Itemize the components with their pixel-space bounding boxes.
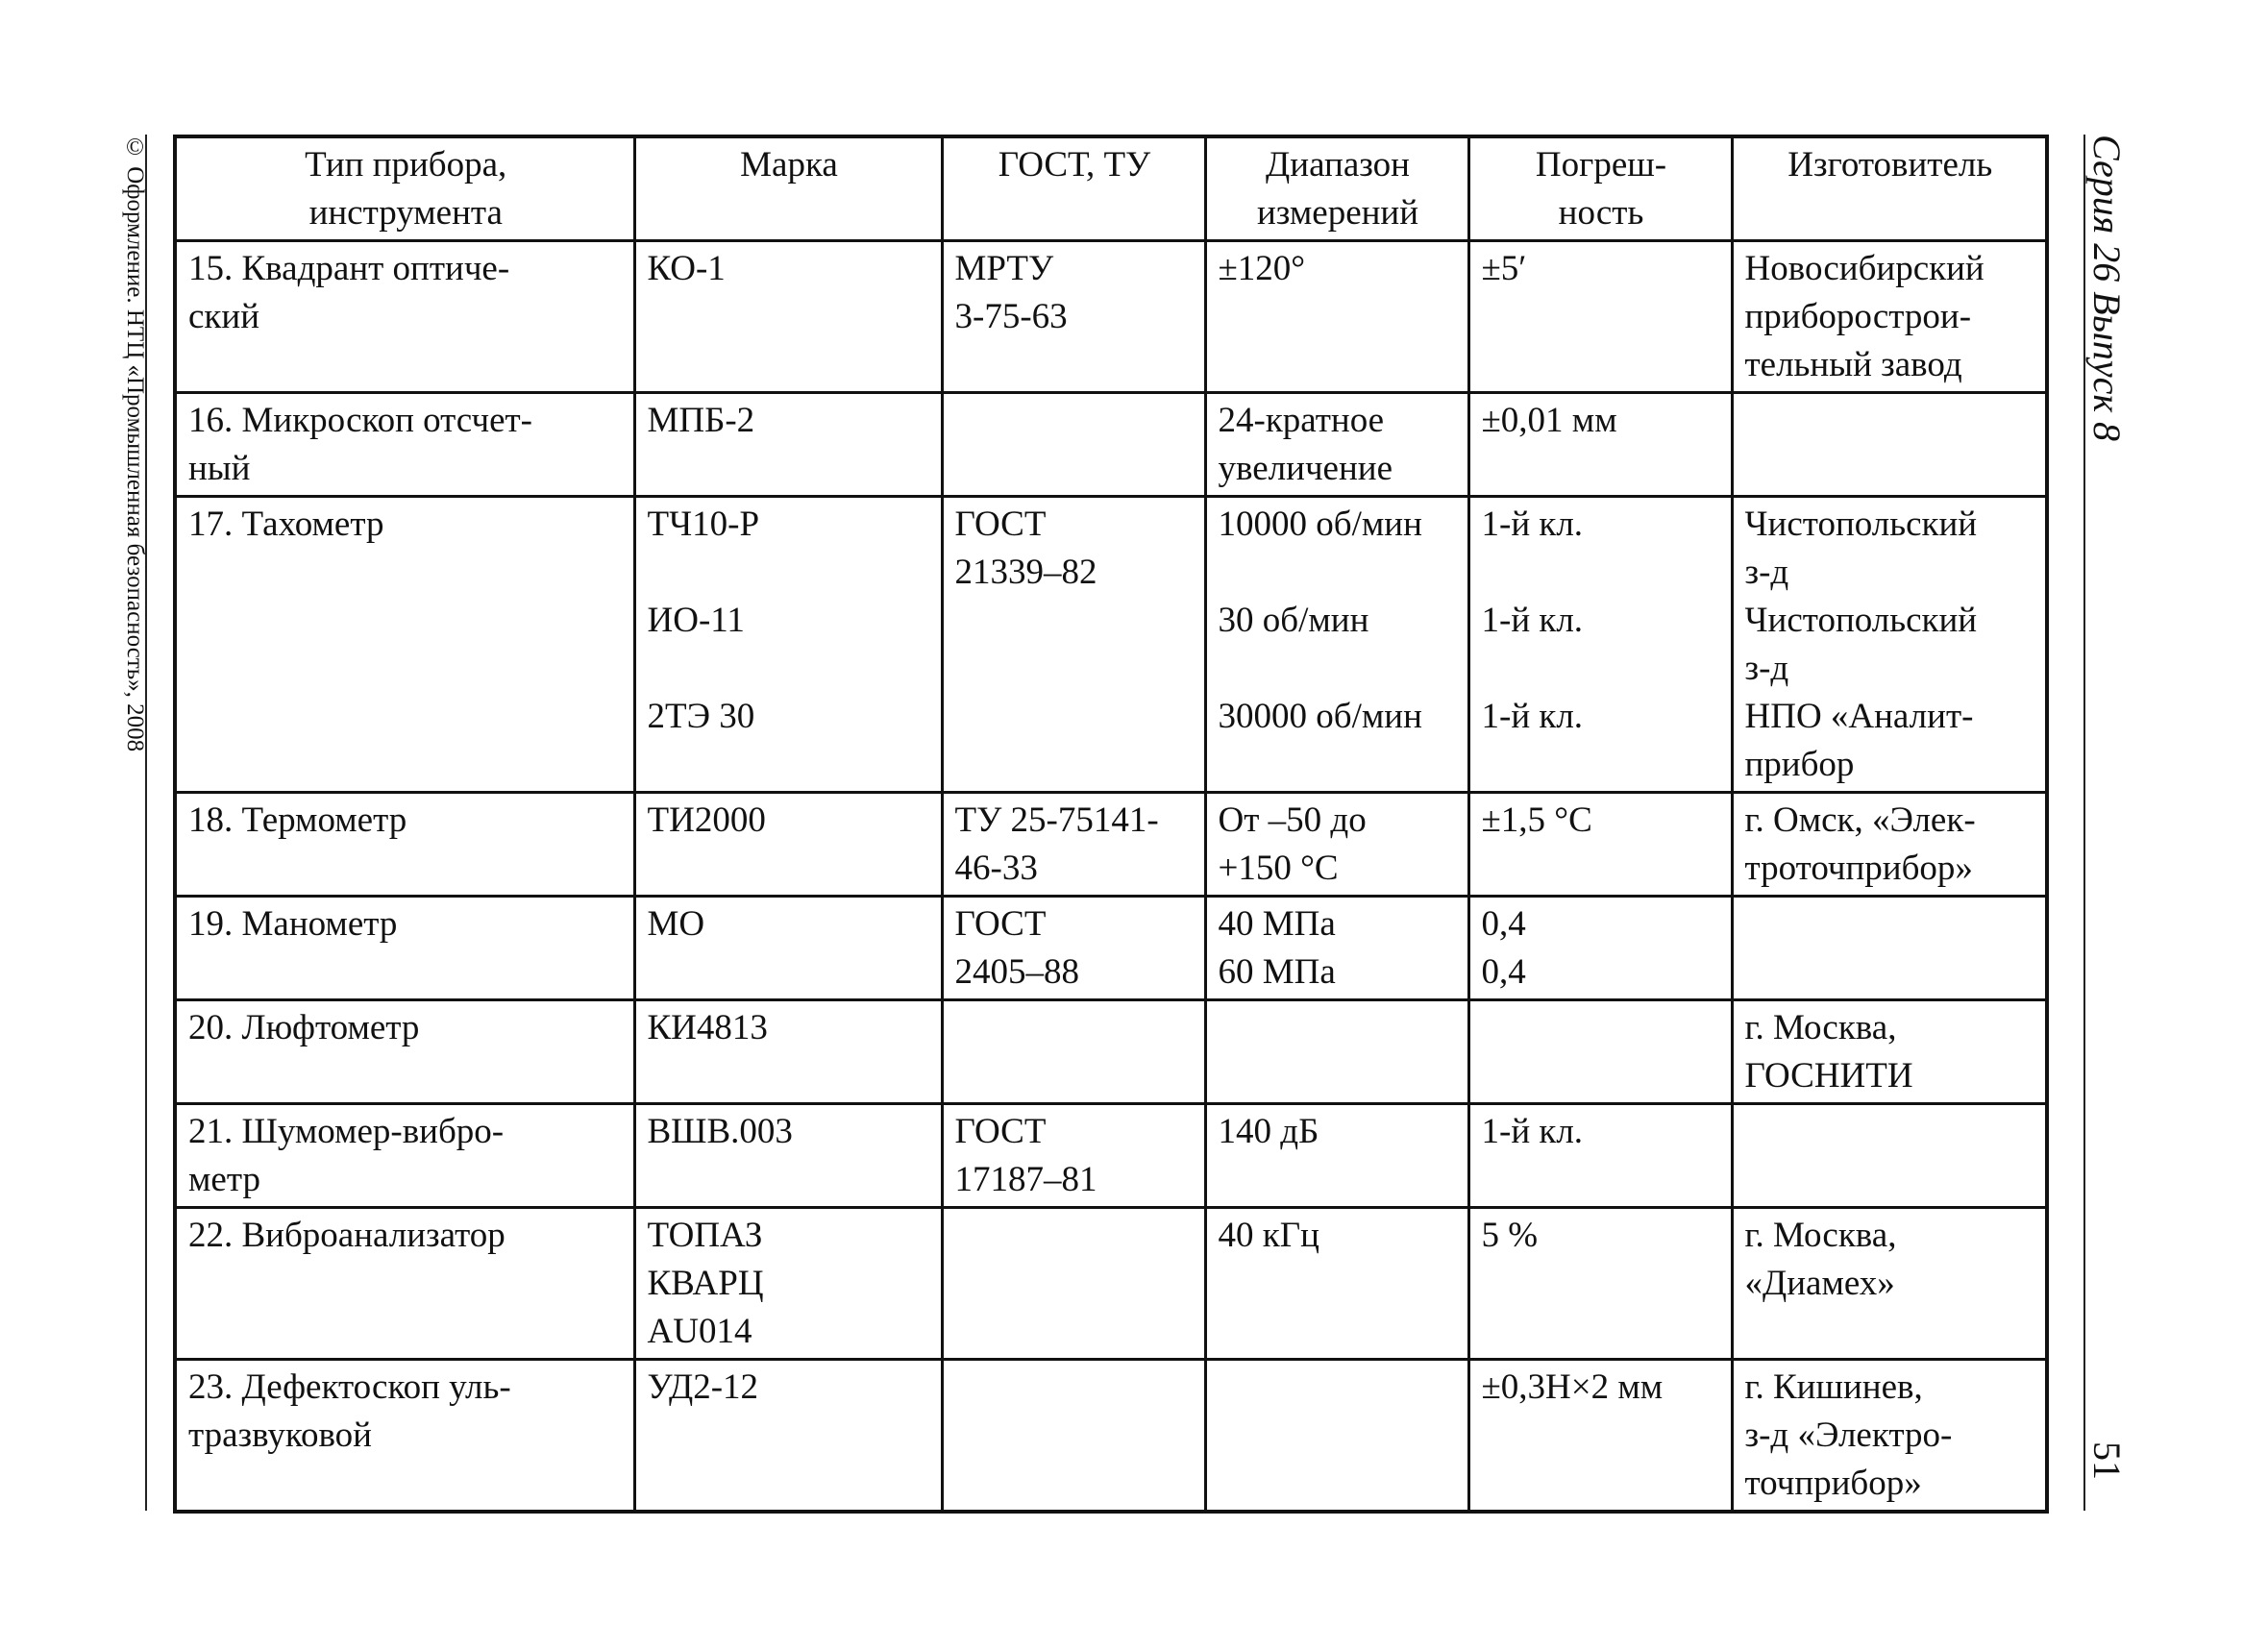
cell-line: 0,4: [1481, 904, 1526, 944]
cell-range: [1205, 1104, 1468, 1208]
cell-error: [1468, 241, 1732, 393]
cell-error: [1468, 1208, 1732, 1360]
cell-type: [175, 897, 634, 1000]
cell-line: ±0,01 мм: [1481, 401, 1617, 440]
cell-line: 15. Квадрант оптиче-: [188, 249, 510, 288]
table-row: [175, 793, 2047, 897]
cell-line: точприбор»: [1744, 1464, 1922, 1503]
table-row: [175, 1360, 2047, 1513]
cell-error: [1468, 1104, 1732, 1208]
series-title: Серия 26 Выпуск 8: [2085, 135, 2129, 442]
line-spacer: [648, 645, 931, 693]
cell-line: 18. Термометр: [188, 800, 407, 840]
cell-line: 20. Люфтометр: [188, 1008, 420, 1047]
cell-maker: [1732, 241, 2047, 393]
cell-line: 22. Виброанализатор: [188, 1216, 505, 1255]
cell-line: ГОСТ, ТУ: [998, 145, 1151, 185]
cell-line: МРТУ: [954, 249, 1054, 288]
cell-line: измерений: [1256, 193, 1419, 233]
header-row: [175, 136, 2047, 241]
cell-gost: [942, 241, 1205, 393]
header-maker: [1732, 136, 2047, 241]
cell-type: [175, 793, 634, 897]
cell-line: г. Москва,: [1744, 1008, 1897, 1047]
cell-line: ГОСТ: [954, 1112, 1047, 1151]
cell-line: ный: [188, 449, 251, 488]
cell-line: НПО «Аналит-: [1744, 697, 1974, 736]
cell-brand: [634, 1000, 942, 1104]
cell-line: 2405–88: [954, 952, 1079, 992]
header-type: [175, 136, 634, 241]
cell-line: Тип прибора,: [305, 145, 507, 185]
cell-type: [175, 1208, 634, 1360]
line-spacer: [648, 549, 931, 597]
cell-range: [1205, 241, 1468, 393]
cell-gost: [942, 793, 1205, 897]
cell-line: «Диамех»: [1744, 1264, 1895, 1303]
cell-line: ТИ2000: [647, 800, 766, 840]
cell-line: 40 МПа: [1218, 904, 1336, 944]
cell-brand: [634, 1104, 942, 1208]
cell-line: КО-1: [647, 249, 726, 288]
cell-gost: [942, 1104, 1205, 1208]
cell-line: ±120°: [1218, 249, 1306, 288]
cell-line: 0,4: [1481, 952, 1526, 992]
line-spacer: [1482, 549, 1721, 597]
cell-range: [1205, 793, 1468, 897]
cell-line: 30 об/мин: [1218, 601, 1369, 640]
cell-line: троточприбор»: [1744, 849, 1973, 888]
cell-error: [1468, 897, 1732, 1000]
cell-line: ский: [188, 297, 259, 336]
table-row: [175, 1000, 2047, 1104]
cell-line: ИО-11: [647, 601, 745, 640]
cell-maker: [1732, 1000, 2047, 1104]
cell-line: 24-кратное: [1218, 401, 1385, 440]
cell-line: +150 °С: [1218, 849, 1339, 888]
cell-type: [175, 241, 634, 393]
cell-maker: [1732, 897, 2047, 1000]
cell-line: 40 кГц: [1218, 1216, 1319, 1255]
cell-line: МО: [647, 904, 705, 944]
table-row: [175, 897, 2047, 1000]
cell-line: МПБ-2: [647, 401, 755, 440]
cell-line: 46-33: [954, 849, 1038, 888]
cell-error: [1468, 497, 1732, 793]
cell-line: 10000 об/мин: [1218, 505, 1422, 544]
cell-line: 1-й кл.: [1481, 505, 1584, 544]
cell-line: 5 %: [1481, 1216, 1539, 1255]
cell-line: Погреш-: [1535, 145, 1667, 185]
cell-line: 140 дБ: [1218, 1112, 1319, 1151]
cell-brand: [634, 897, 942, 1000]
cell-line: ТУ 25-75141-: [954, 800, 1159, 840]
cell-line: 3-75-63: [954, 297, 1068, 336]
cell-maker: [1732, 1360, 2047, 1513]
cell-brand: [634, 393, 942, 497]
cell-line: 21. Шумомер-вибро-: [188, 1112, 505, 1151]
cell-error: [1468, 393, 1732, 497]
cell-line: г. Москва,: [1744, 1216, 1897, 1255]
cell-gost: [942, 1000, 1205, 1104]
cell-line: Чистопольский: [1744, 505, 1978, 544]
cell-line: з-д: [1744, 553, 1789, 592]
line-spacer: [1482, 645, 1721, 693]
cell-line: 1-й кл.: [1481, 697, 1584, 736]
header-brand: [634, 136, 942, 241]
cell-line: инструмента: [308, 193, 503, 233]
cell-type: [175, 1104, 634, 1208]
cell-line: УД2-12: [647, 1367, 759, 1407]
cell-line: тельный завод: [1744, 345, 1962, 384]
cell-error: [1468, 1000, 1732, 1104]
cell-line: метр: [188, 1160, 260, 1199]
cell-line: ±5′: [1481, 249, 1527, 288]
table-row: [175, 497, 2047, 793]
cell-brand: [634, 793, 942, 897]
cell-brand: [634, 1208, 942, 1360]
copyright-note: © Оформление. НТЦ «Промышленная безопасность», 2008: [122, 135, 148, 752]
cell-range: [1205, 1208, 1468, 1360]
cell-line: ГОСТ: [954, 505, 1047, 544]
table-row: [175, 241, 2047, 393]
cell-line: 23. Дефектоскоп уль-: [188, 1367, 511, 1407]
table-row: [175, 393, 2047, 497]
table-row: [175, 1208, 2047, 1360]
cell-line: прибор: [1744, 745, 1855, 784]
header-error: [1468, 136, 1732, 241]
cell-line: з-д «Электро-: [1744, 1416, 1953, 1455]
cell-range: [1205, 1000, 1468, 1104]
cell-line: 30000 об/мин: [1218, 697, 1422, 736]
cell-gost: [942, 1360, 1205, 1513]
cell-line: увеличение: [1218, 449, 1393, 488]
cell-line: 21339–82: [954, 553, 1097, 592]
cell-line: 60 МПа: [1218, 952, 1336, 992]
cell-line: 19. Манометр: [188, 904, 398, 944]
cell-line: ±0,3Н×2 мм: [1481, 1367, 1664, 1407]
cell-line: КВАРЦ: [647, 1264, 764, 1303]
cell-gost: [942, 497, 1205, 793]
cell-brand: [634, 497, 942, 793]
cell-maker: [1732, 793, 2047, 897]
cell-maker: [1732, 1208, 2047, 1360]
cell-line: г. Кишинев,: [1744, 1367, 1923, 1407]
cell-line: з-д: [1744, 649, 1789, 688]
cell-line: ТОПАЗ: [647, 1216, 763, 1255]
cell-gost: [942, 393, 1205, 497]
header-gost: [942, 136, 1205, 241]
cell-line: ность: [1558, 193, 1644, 233]
cell-line: Изготовитель: [1787, 145, 1993, 185]
cell-gost: [942, 1208, 1205, 1360]
cell-line: 1-й кл.: [1481, 1112, 1584, 1151]
cell-line: КИ4813: [647, 1008, 768, 1047]
table-row: [175, 1104, 2047, 1208]
cell-line: AU014: [647, 1312, 752, 1351]
cell-line: 2ТЭ 30: [647, 697, 755, 736]
cell-brand: [634, 241, 942, 393]
cell-gost: [942, 897, 1205, 1000]
cell-maker: [1732, 393, 2047, 497]
cell-range: [1205, 897, 1468, 1000]
cell-line: 17. Тахометр: [188, 505, 384, 544]
cell-brand: [634, 1360, 942, 1513]
cell-line: Марка: [740, 145, 838, 185]
cell-range: [1205, 393, 1468, 497]
cell-line: ГОСНИТИ: [1744, 1056, 1913, 1096]
header-range: [1205, 136, 1468, 241]
cell-type: [175, 497, 634, 793]
cell-line: Новосибирский: [1744, 249, 1984, 288]
cell-line: ТЧ10-Р: [647, 505, 760, 544]
cell-line: От –50 до: [1218, 800, 1367, 840]
cell-line: Чистопольский: [1744, 601, 1978, 640]
line-spacer: [1219, 645, 1458, 693]
cell-line: ±1,5 °С: [1481, 800, 1592, 840]
cell-line: приборострои-: [1744, 297, 1972, 336]
cell-line: 16. Микроскоп отсчет-: [188, 401, 533, 440]
cell-maker: [1732, 1104, 2047, 1208]
cell-line: 17187–81: [954, 1160, 1097, 1199]
page-number: 51: [2085, 1441, 2129, 1480]
cell-line: тразвуковой: [188, 1416, 372, 1455]
cell-line: ВШВ.003: [647, 1112, 793, 1151]
cell-maker: [1732, 497, 2047, 793]
cell-line: Диапазон: [1266, 145, 1410, 185]
cell-error: [1468, 1360, 1732, 1513]
cell-line: ГОСТ: [954, 904, 1047, 944]
cell-error: [1468, 793, 1732, 897]
cell-range: [1205, 497, 1468, 793]
table-body: [175, 241, 2047, 1513]
cell-type: [175, 1000, 634, 1104]
cell-range: [1205, 1360, 1468, 1513]
line-spacer: [1219, 549, 1458, 597]
cell-line: 1-й кл.: [1481, 601, 1584, 640]
cell-type: [175, 1360, 634, 1513]
cell-line: г. Омск, «Элек-: [1744, 800, 1976, 840]
cell-type: [175, 393, 634, 497]
instrument-table: [173, 135, 2049, 1514]
